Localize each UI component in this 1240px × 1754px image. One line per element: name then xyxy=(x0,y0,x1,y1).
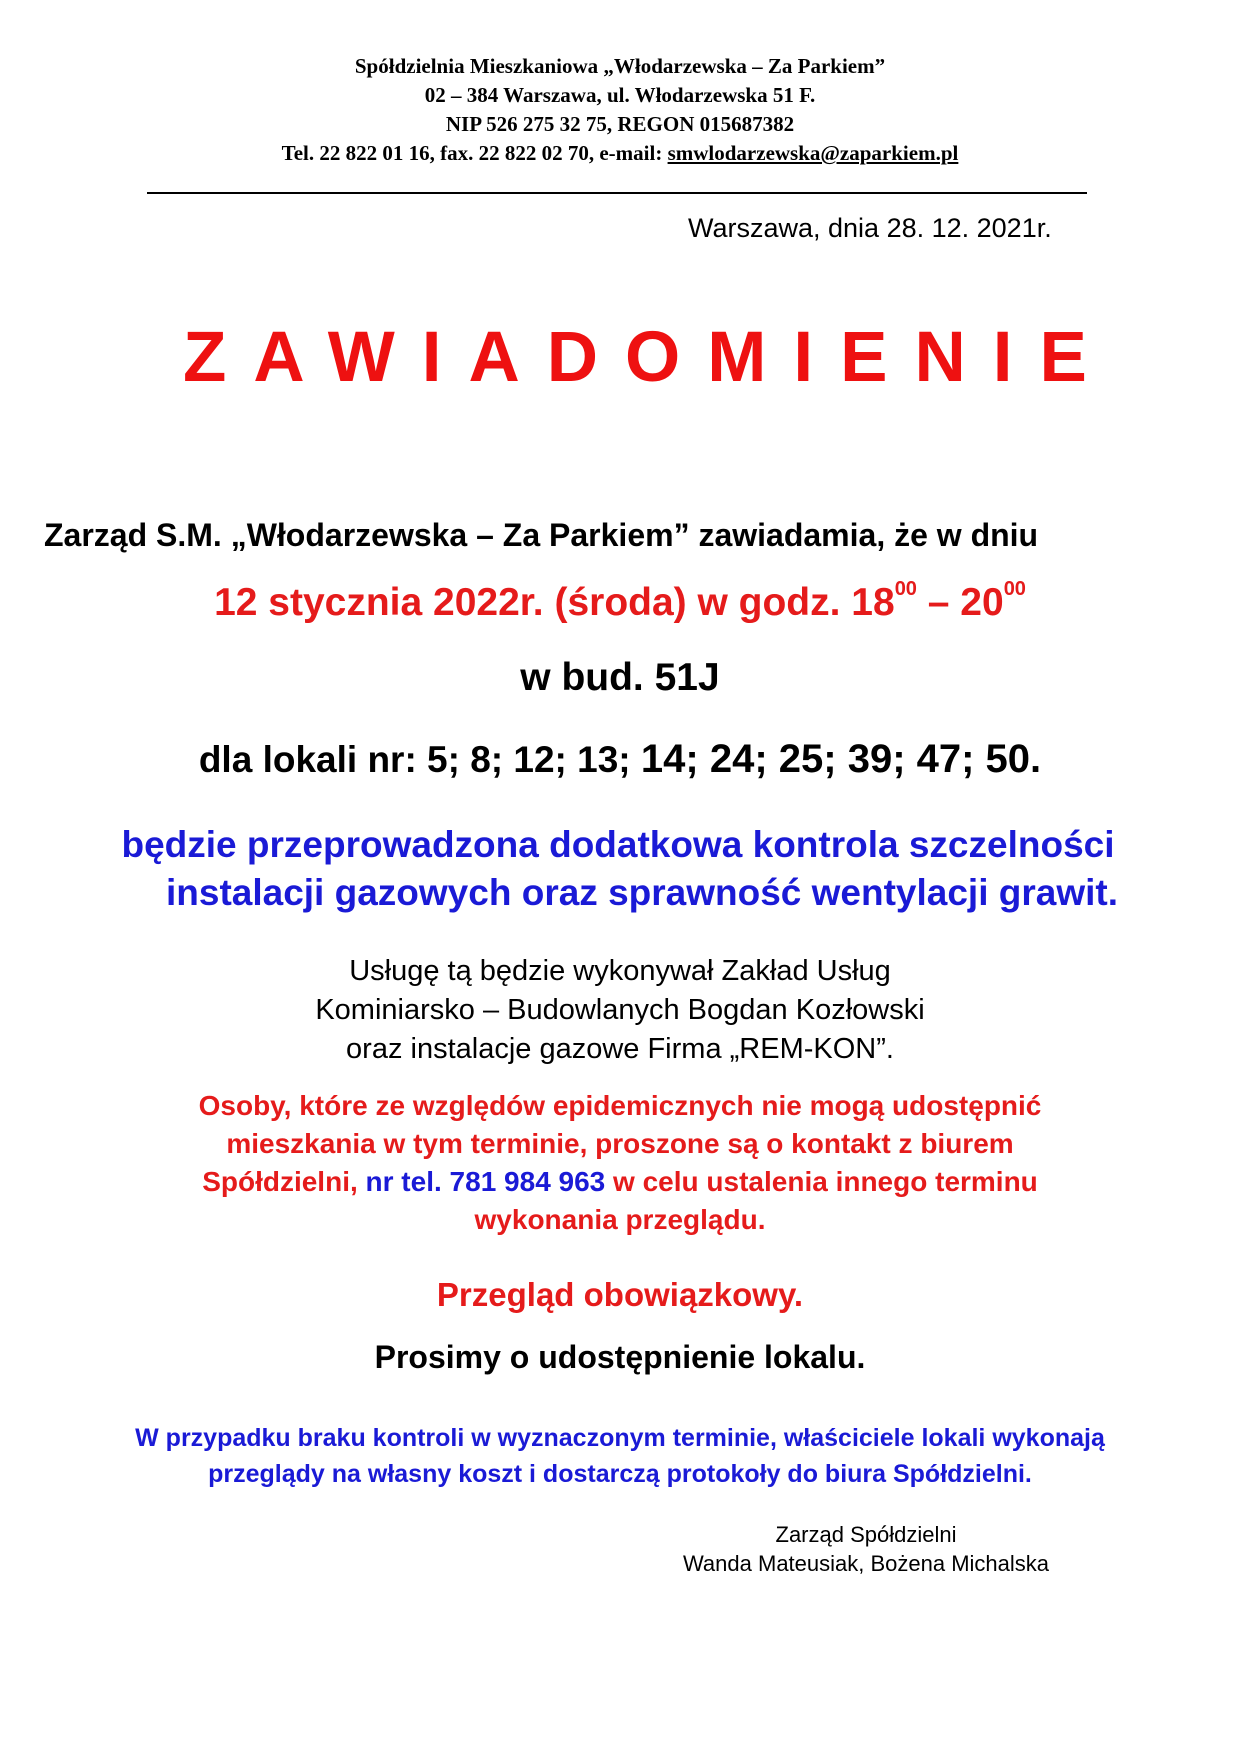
inspection-description xyxy=(0,821,1240,917)
mandatory-notice: Przegląd obowiązkowy. xyxy=(436,1276,804,1313)
inspection-description-line2: instalacji gazowych oraz sprawność wentylacji grawit. xyxy=(165,872,1119,913)
unit-list-rest: 14; 24; 25; 39; 47; 50. xyxy=(640,737,1042,781)
epidemic-line3-suffix: w celu ustalenia innego terminu xyxy=(605,1166,1038,1197)
building-number: w bud. 51J xyxy=(520,656,720,699)
intro-text: Zarząd S.M. „Włodarzewska – Za Parkiem” zawiadamia, że w dniu xyxy=(44,517,1039,553)
warning-line2: przeglądy na własny koszt i dostarczą protokoły do biura Spółdzielni. xyxy=(208,1460,1032,1488)
epidemic-line4: wykonania przeglądu. xyxy=(474,1204,766,1235)
time-start-minutes: 00 xyxy=(894,578,917,600)
signature-title: Zarząd Spółdzielni xyxy=(775,1522,957,1547)
letterhead-tax-ids: NIP 526 275 32 75, REGON 015687382 xyxy=(445,112,795,136)
document-title: ZAWIADOMIENIE xyxy=(183,318,1114,397)
service-line3: oraz instalacje gazowe Firma „REM-KON”. xyxy=(346,1033,894,1065)
epidemic-line1: Osoby, które ze względów epidemicznych nie mogą udostępnić xyxy=(198,1090,1042,1121)
time-end-minutes: 00 xyxy=(1003,578,1026,600)
warning-line1: W przypadku braku kontroli w wyznaczonym terminie, właściciele lokali wykonają xyxy=(135,1424,1105,1452)
service-line1: Usługę tą będzie wykonywał Zakład Usług xyxy=(349,955,891,987)
epidemic-notice xyxy=(0,1087,1240,1239)
phone-label: nr tel. xyxy=(365,1166,450,1197)
epidemic-line3-prefix: Spółdzielni, xyxy=(202,1166,366,1197)
epidemic-line3 xyxy=(0,1163,1240,1201)
access-request: Prosimy o udostępnienie lokalu. xyxy=(374,1339,866,1375)
service-line2: Kominiarsko – Budowlanych Bogdan Kozłowski xyxy=(315,994,925,1026)
signature-names: Wanda Mateusiak, Bożena Michalska xyxy=(682,1551,1050,1576)
document-date: Warszawa, dnia 28. 12. 2021r. xyxy=(688,213,1052,243)
inspection-description-line1: będzie przeprowadzona dodatkowa kontrola szczelności xyxy=(121,824,1115,865)
unit-list xyxy=(0,737,1240,782)
epidemic-line2: mieszkania w tym terminie, proszone są o kontakt z biurem xyxy=(226,1128,1014,1159)
warning-notice xyxy=(0,1420,1240,1492)
phone-number[interactable]: 781 984 963 xyxy=(449,1166,606,1197)
inspection-datetime xyxy=(0,578,1240,625)
letterhead-divider xyxy=(147,192,1087,194)
signature-block xyxy=(656,1520,1076,1578)
letterhead-address: 02 – 384 Warszawa, ul. Włodarzewska 51 F. xyxy=(424,83,816,107)
letterhead xyxy=(0,52,1240,168)
time-separator: – 20 xyxy=(916,581,1004,624)
email-link[interactable]: smwlodarzewska@zaparkiem.pl xyxy=(667,141,959,165)
unit-list-prefix: dla lokali nr: 5; 8; 12; 13; xyxy=(198,739,641,780)
letterhead-contact-text: Tel. 22 822 01 16, fax. 22 822 02 70, e-mail: xyxy=(281,141,668,165)
service-provider xyxy=(0,952,1240,1069)
letterhead-contact xyxy=(0,139,1240,168)
inspection-date: 12 stycznia 2022r. (środa) w godz. 18 xyxy=(214,581,895,624)
letterhead-org-name: Spółdzielnia Mieszkaniowa „Włodarzewska – Za Parkiem” xyxy=(354,54,886,78)
